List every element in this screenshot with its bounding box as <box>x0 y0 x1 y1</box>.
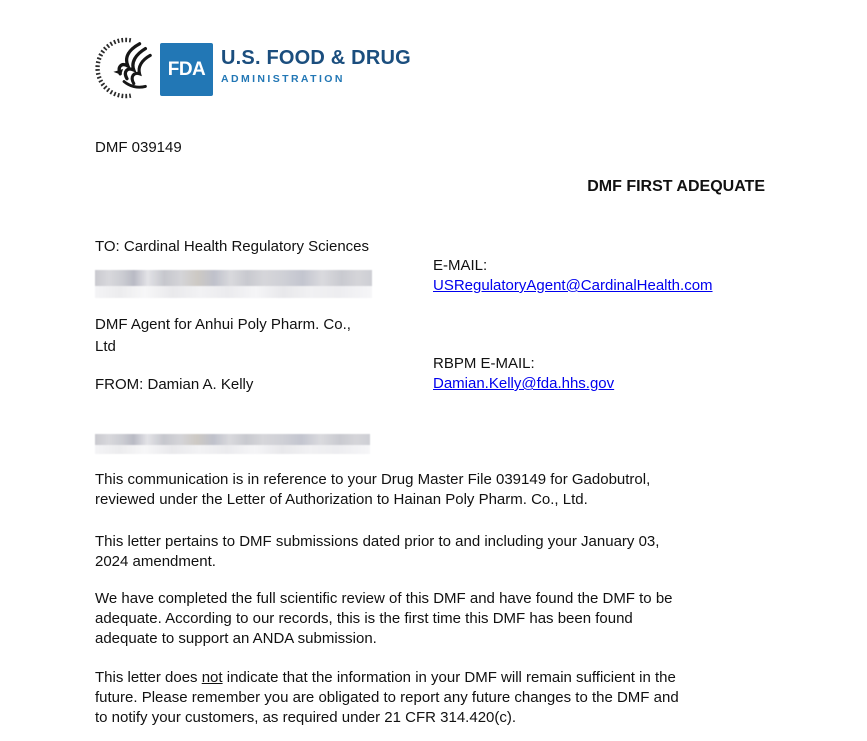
paragraph-line: adequate. According to our records, this is the first time this DMF has been found <box>95 610 633 627</box>
paragraph-line: future. Please remember you are obligated to report any future changes to the DMF and <box>95 689 679 706</box>
redaction-pixel-band <box>95 445 370 454</box>
email-label: E-MAIL: <box>433 257 488 274</box>
fda-wordmark-line1: U.S. FOOD & DRUG <box>221 47 411 69</box>
to-line: TO: Cardinal Health Regulatory Sciences <box>95 238 370 255</box>
dmf-agent-line <box>95 314 351 358</box>
disclaimer-after: indicate that the information in your DMF will remain sufficient in the <box>222 669 676 686</box>
paragraph-line: adequate to support an ANDA submission. <box>95 630 377 647</box>
fda-wordmark-line2: ADMINISTRATION <box>221 73 345 85</box>
disclaimer-not-underlined: not <box>201 669 223 686</box>
dmf-agent-line-1: DMF Agent for Anhui Poly Pharm. Co., <box>95 316 351 333</box>
recipient-email-link[interactable]: USRegulatoryAgent@CardinalHealth.com <box>433 277 713 294</box>
redaction-pixel-band <box>95 286 372 298</box>
hhs-seal-icon <box>95 36 157 100</box>
fda-logo-acronym: FDA <box>167 58 206 80</box>
paragraph-line: to notify your customers, as required under 21 CFR 314.420(c). <box>95 709 517 726</box>
paragraph-disclaimer <box>95 668 679 728</box>
paragraph-line: We have completed the full scientific review of this DMF and have found the DMF to be <box>95 590 673 607</box>
paragraph-line: 2024 amendment. <box>95 553 216 570</box>
paragraph-pertains <box>95 532 659 572</box>
paragraph-line: This communication is in reference to your Drug Master File 039149 for Gadobutrol, <box>95 471 651 488</box>
dmf-agent-line-2: Ltd <box>95 338 116 355</box>
dmf-number: DMF 039149 <box>95 139 182 156</box>
redacted-address <box>95 270 372 298</box>
letter-subject: DMF FIRST ADEQUATE <box>587 178 765 195</box>
paragraph-line: This letter pertains to DMF submissions dated prior to and including your January 03, <box>95 533 660 550</box>
rbpm-email-link[interactable]: Damian.Kelly@fda.hhs.gov <box>433 375 615 392</box>
paragraph-review <box>95 589 673 649</box>
paragraph-line <box>95 668 679 688</box>
paragraph-reference <box>95 470 650 510</box>
rbpm-email-label: RBPM E-MAIL: <box>433 355 535 372</box>
redaction-pixel-band <box>95 270 372 286</box>
from-line: FROM: Damian A. Kelly <box>95 376 254 393</box>
redaction-pixel-band <box>95 434 370 445</box>
paragraph-line: reviewed under the Letter of Authorization to Hainan Poly Pharm. Co., Ltd. <box>95 491 588 508</box>
fda-wordmark <box>221 47 411 85</box>
fda-logo-icon <box>160 43 213 96</box>
redacted-date <box>95 434 370 454</box>
disclaimer-before: This letter does <box>95 669 202 686</box>
